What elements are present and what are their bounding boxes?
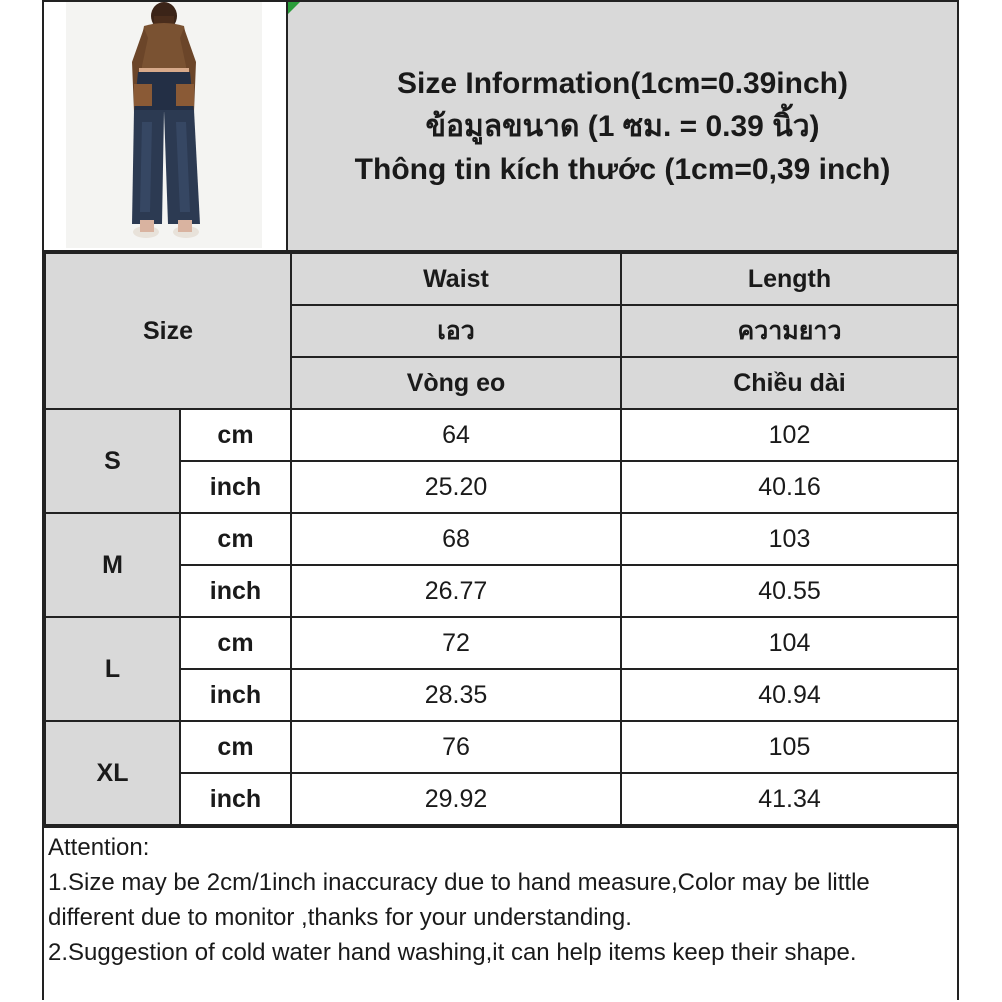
length-value: 41.34 [621,773,958,825]
unit-label: cm [180,513,291,565]
table-row [45,513,958,565]
table-row [45,721,958,773]
waist-value: 68 [291,513,621,565]
header-row-english [45,253,958,305]
length-value: 102 [621,409,958,461]
length-value: 103 [621,513,958,565]
table-row [45,461,958,513]
attention-note-2: 2.Suggestion of cold water hand washing,it can help items keep their shape. [48,939,857,966]
size-label: XL [45,721,180,825]
waist-value: 72 [291,617,621,669]
table-row [45,409,958,461]
unit-label: inch [180,461,291,513]
title-line-thai: ข้อมูลขนาด (1 ซม. = 0.39 นิ้ว) [425,109,820,143]
attention-notes [44,826,957,1000]
waist-value: 64 [291,409,621,461]
waist-header-th: เอว [291,305,621,357]
table-row [45,565,958,617]
model-wearing-jeans-photo [44,2,284,248]
size-label: S [45,409,180,513]
length-value: 40.55 [621,565,958,617]
unit-label: inch [180,669,291,721]
length-value: 104 [621,617,958,669]
size-information-title [288,2,957,252]
product-photo [44,2,288,252]
table-row [45,773,958,825]
attention-heading: Attention: [48,834,150,861]
size-chart [42,0,959,1000]
length-value: 105 [621,721,958,773]
unit-label: inch [180,773,291,825]
table-row [45,617,958,669]
size-label: L [45,617,180,721]
waist-header-en: Waist [291,253,621,305]
table-row [45,669,958,721]
unit-label: cm [180,617,291,669]
unit-label: cm [180,409,291,461]
unit-label: inch [180,565,291,617]
size-table [44,252,959,826]
waist-value: 76 [291,721,621,773]
corner-flag-icon [288,2,300,14]
unit-label: cm [180,721,291,773]
length-header-th: ความยาว [621,305,958,357]
title-line-english: Size Information(1cm=0.39inch) [397,66,848,100]
waist-value: 26.77 [291,565,621,617]
length-header-vi: Chiều dài [621,357,958,409]
waist-value: 29.92 [291,773,621,825]
waist-header-vi: Vòng eo [291,357,621,409]
size-label: M [45,513,180,617]
title-line-vietnamese: Thông tin kích thước (1cm=0,39 inch) [354,152,891,186]
waist-value: 25.20 [291,461,621,513]
waist-value: 28.35 [291,669,621,721]
attention-note-1: 1.Size may be 2cm/1inch inaccuracy due to hand measure,Color may be little different due to monitor ,thanks for your understanding. [48,869,870,931]
size-column-header: Size [45,253,291,409]
length-value: 40.94 [621,669,958,721]
length-header-en: Length [621,253,958,305]
length-value: 40.16 [621,461,958,513]
